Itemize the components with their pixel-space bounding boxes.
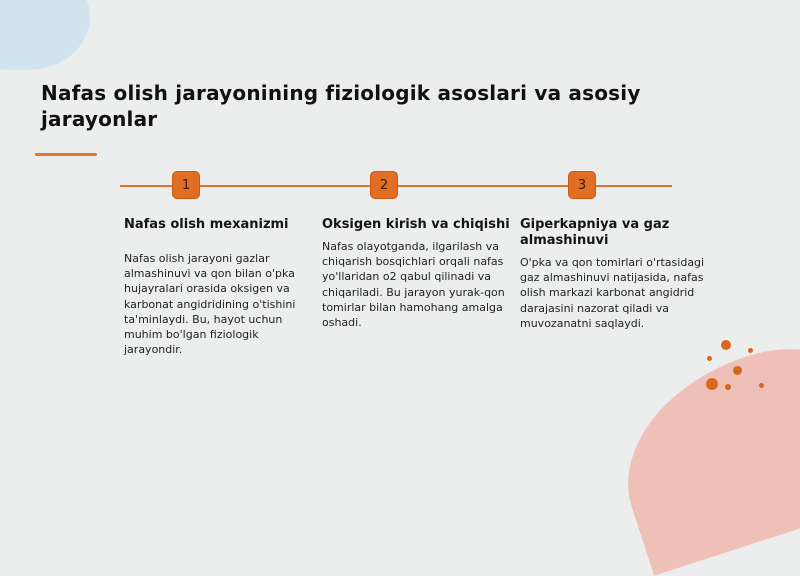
decorative-dot xyxy=(725,384,731,390)
step-marker-2: 2 xyxy=(370,171,398,199)
decorative-dot xyxy=(748,348,753,353)
step-heading: Nafas olish mexanizmi xyxy=(124,217,289,232)
step-marker-1: 1 xyxy=(172,171,200,199)
decorative-pink-blob xyxy=(599,324,800,576)
step-marker-3: 3 xyxy=(568,171,596,199)
decorative-dot xyxy=(721,340,731,350)
decorative-dot xyxy=(759,383,764,388)
slide-title: Nafas olish jarayonining fiziologik asoslari va asosiy jarayonlar xyxy=(41,81,641,131)
title-underline xyxy=(35,153,97,156)
step-heading: Oksigen kirish va chiqishi xyxy=(322,217,510,232)
decorative-dot xyxy=(733,366,742,375)
decorative-dot xyxy=(707,356,712,361)
step-heading: Giperkapniya va gaz almashinuvi xyxy=(520,217,670,248)
step-description: O'pka va qon tomirlari o'rtasidagi gaz almashinuvi natijasida, nafas olish markazi karbonat angidrid darajasini nazorat qiladi va muvozanatni saqlaydi. xyxy=(520,256,705,330)
step-column-3 xyxy=(520,217,710,331)
step-column-1 xyxy=(124,217,314,357)
decorative-blue-blob xyxy=(0,0,90,70)
step-column-2 xyxy=(322,217,512,330)
step-description: Nafas olayotganda, ilgarilash va chiqarish bosqichlari orqali nafas yo'llaridan o2 qabul qilinadi va chiqariladi. Bu jarayon yurak-qon tomirlar bilan hamohang amalga oshadi. xyxy=(322,240,505,330)
step-description: Nafas olish jarayoni gazlar almashinuvi va qon bilan o'pka hujayralari orasida oksigen va karbonat angidridining o'tishini ta'minlaydi. Bu, hayot uchun muhim bo'lgan fiziologik jarayondir. xyxy=(124,252,296,357)
decorative-dot xyxy=(706,378,718,390)
